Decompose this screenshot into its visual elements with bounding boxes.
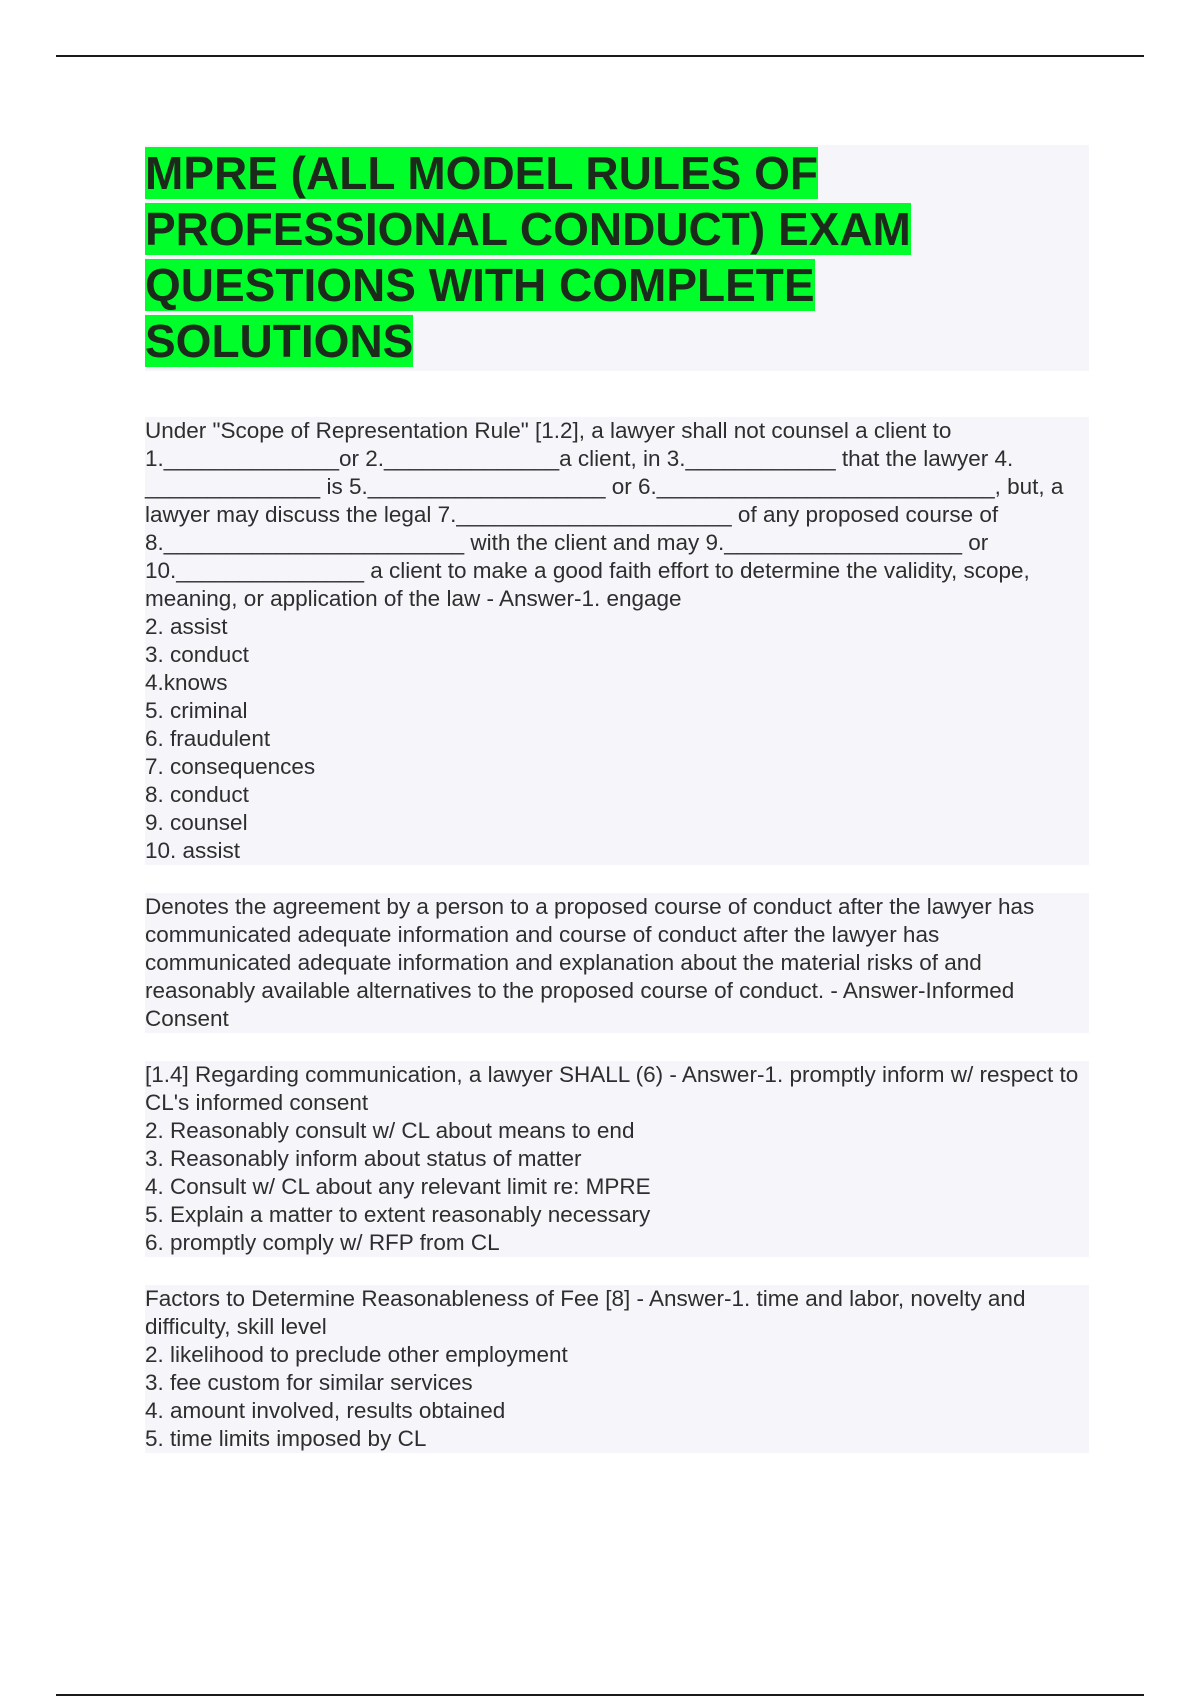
- document-body: [145, 145, 1089, 1481]
- question-text: Under "Scope of Representation Rule" [1.2], a lawyer shall not counsel a client to 1.______________or 2.______________a client, in 3.____________ that the lawyer 4. ______________ is 5.___________________ or 6.___________________________, but, a lawyer may discuss the legal 7.______________________ of any proposed course of 8.________________________ with the client and may 9.___________________ or 10._______________ a client to make a good faith effort to determine the validity, scope, meaning, or application of the law - Answer-1. engage: [145, 418, 1064, 611]
- question-text: Denotes the agreement by a person to a proposed course of conduct after the lawyer has communicated adequate information and course of conduct after the lawyer has communicated adequate information and explanation about the material risks of and reasonably available alternatives to the proposed course of conduct. - Answer-Informed Consent: [145, 894, 1035, 1031]
- answer-item: 9. counsel: [145, 810, 248, 835]
- answer-item: 3. Reasonably inform about status of matter: [145, 1146, 582, 1171]
- document-title: [145, 145, 1089, 369]
- answer-item: 8. conduct: [145, 782, 249, 807]
- answer-item: 5. time limits imposed by CL: [145, 1426, 427, 1451]
- answer-item: 5. Explain a matter to extent reasonably necessary: [145, 1202, 651, 1227]
- answer-item: 4.knows: [145, 670, 228, 695]
- question-text: [1.4] Regarding communication, a lawyer SHALL (6) - Answer-1. promptly inform w/ respect to CL's informed consent: [145, 1062, 1079, 1115]
- title-block: [145, 145, 1089, 371]
- answer-item: 2. assist: [145, 614, 228, 639]
- answer-item: 5. criminal: [145, 698, 248, 723]
- answer-list: [145, 1117, 1089, 1257]
- answer-list: [145, 1341, 1089, 1453]
- qa-block: [145, 1061, 1089, 1257]
- answer-item: 2. likelihood to preclude other employment: [145, 1342, 568, 1367]
- answer-item: 4. Consult w/ CL about any relevant limit re: MPRE: [145, 1174, 651, 1199]
- answer-item: 7. consequences: [145, 754, 316, 779]
- qa-block: [145, 893, 1089, 1033]
- top-rule: [56, 55, 1144, 57]
- answer-item: 4. amount involved, results obtained: [145, 1398, 506, 1423]
- answer-item: 2. Reasonably consult w/ CL about means to end: [145, 1118, 635, 1143]
- answer-item: 6. fraudulent: [145, 726, 271, 751]
- answer-item: 3. conduct: [145, 642, 249, 667]
- answer-item: 6. promptly comply w/ RFP from CL: [145, 1230, 500, 1255]
- document-title-text: MPRE (ALL MODEL RULES OF PROFESSIONAL CONDUCT) EXAM QUESTIONS WITH COMPLETE SOLUTIONS: [145, 147, 911, 367]
- answer-item: 10. assist: [145, 838, 241, 863]
- question-text: Factors to Determine Reasonableness of Fee [8] - Answer-1. time and labor, novelty and difficulty, skill level: [145, 1286, 1026, 1339]
- bottom-rule: [56, 1694, 1144, 1696]
- qa-block: [145, 1285, 1089, 1453]
- qa-block: [145, 417, 1089, 865]
- answer-list: [145, 613, 1089, 865]
- answer-item: 3. fee custom for similar services: [145, 1370, 473, 1395]
